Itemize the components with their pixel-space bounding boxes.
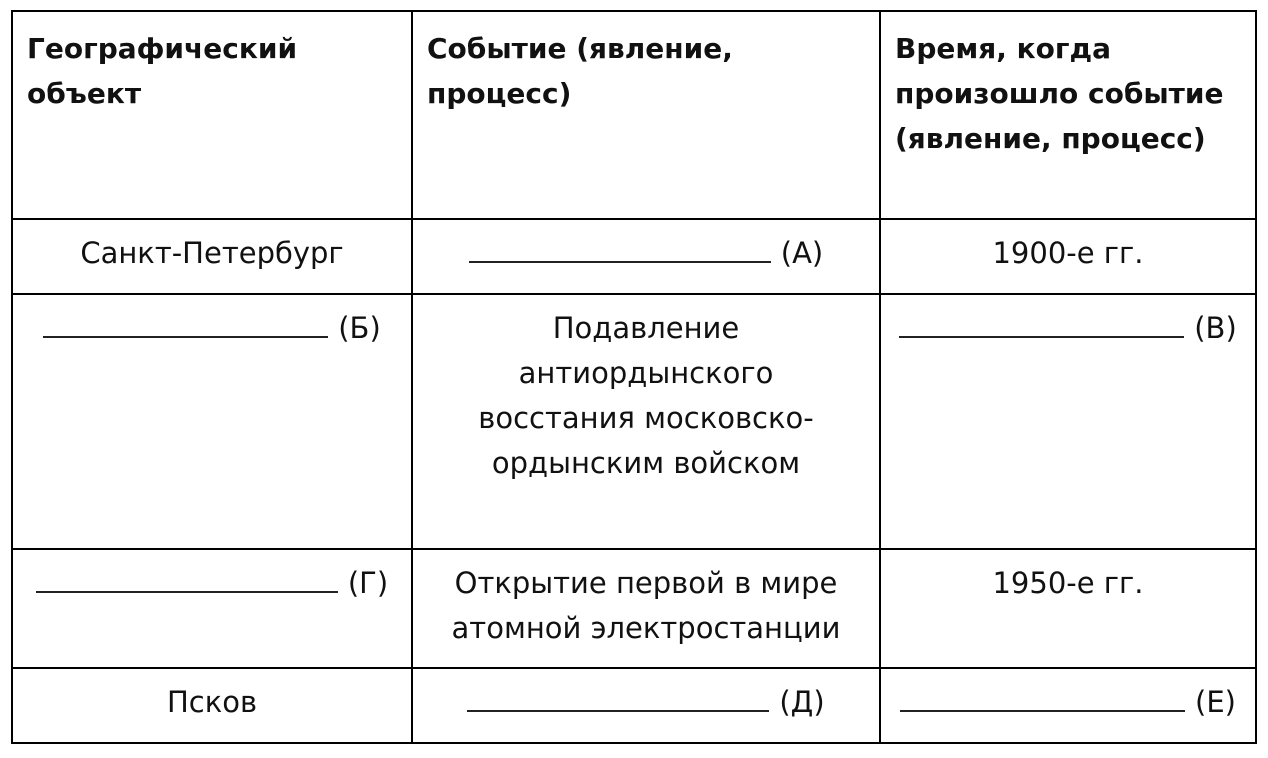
cell-event: Открытие первой в мире атомной электростанции <box>412 549 880 668</box>
cell-time: 1950-е гг. <box>880 549 1256 668</box>
blank-line[interactable] <box>36 569 338 593</box>
header-geo-object: Географический объект <box>12 11 412 219</box>
cell-object: Псков <box>12 668 412 743</box>
history-table <box>11 10 1257 744</box>
table-row <box>12 549 1256 668</box>
cell-event-blank[interactable] <box>412 668 880 743</box>
blank-label: (А) <box>780 236 824 270</box>
cell-time-blank[interactable] <box>880 294 1256 549</box>
blank-label: (В) <box>1194 311 1237 345</box>
blank-line[interactable] <box>900 688 1185 712</box>
blank-label: (Д) <box>779 685 825 719</box>
cell-object-blank[interactable] <box>12 549 412 668</box>
cell-event-blank[interactable] <box>412 219 880 294</box>
blank-line[interactable] <box>899 314 1184 338</box>
header-time: Время, когда произошло событие (явление, процесс) <box>880 11 1256 219</box>
cell-object: Санкт-Петербург <box>12 219 412 294</box>
header-event: Событие (явление, процесс) <box>412 11 880 219</box>
cell-event: Подавление антиордынского восстания московско-ордынским войском <box>412 294 880 549</box>
blank-label: (Б) <box>338 311 381 345</box>
table-row <box>12 219 1256 294</box>
table-row <box>12 294 1256 549</box>
blank-label: (Е) <box>1195 685 1236 719</box>
blank-line[interactable] <box>467 688 769 712</box>
cell-time: 1900-е гг. <box>880 219 1256 294</box>
header-row <box>12 11 1256 219</box>
blank-line[interactable] <box>469 239 771 263</box>
cell-time-blank[interactable] <box>880 668 1256 743</box>
cell-object-blank[interactable] <box>12 294 412 549</box>
blank-label: (Г) <box>347 566 389 600</box>
blank-line[interactable] <box>43 314 328 338</box>
table-row <box>12 668 1256 743</box>
